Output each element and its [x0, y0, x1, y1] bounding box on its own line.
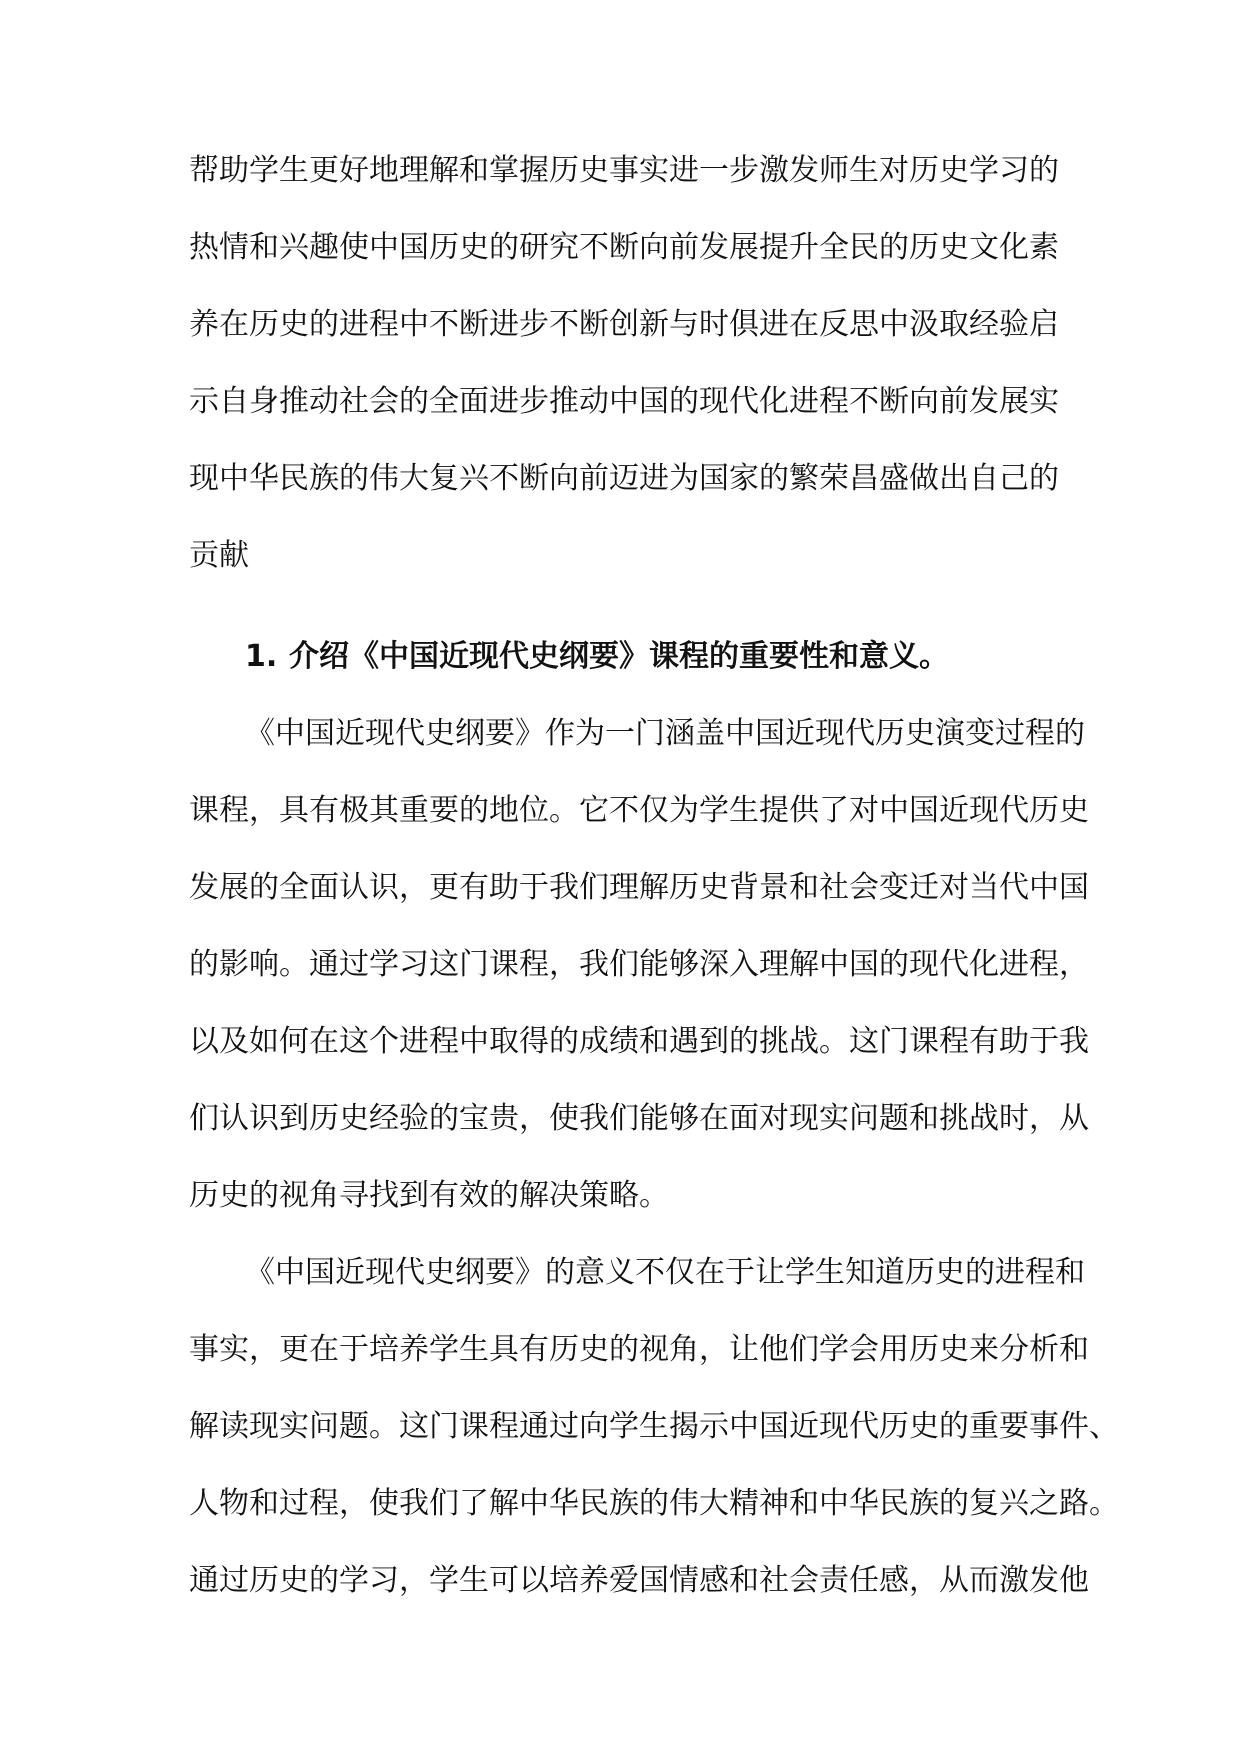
paragraph-line: 人物和过程，使我们了解中华民族的伟大精神和中华民族的复兴之路。	[189, 1486, 1119, 1521]
intro-line: 现中华民族的伟大复兴不断向前迈进为国家的繁荣昌盛做出自己的	[189, 461, 1059, 496]
paragraph-line: 通过历史的学习，学生可以培养爱国情感和社会责任感，从而激发他	[189, 1563, 1089, 1598]
paragraph-line: 的影响。通过学习这门课程，我们能够深入理解中国的现代化进程，	[189, 947, 1089, 982]
paragraph-line: 课程，具有极其重要的地位。它不仅为学生提供了对中国近现代历史	[189, 793, 1089, 828]
section-number: 1.	[245, 639, 278, 674]
paragraph-line: 发展的全面认识，更有助于我们理解历史背景和社会变迁对当代中国	[189, 870, 1089, 905]
paragraph-line: 历史的视角寻找到有效的解决策略。	[189, 1178, 669, 1213]
paragraph-line: 以及如何在这个进程中取得的成绩和遇到的挑战。这门课程有助于我	[189, 1024, 1089, 1059]
intro-line: 帮助学生更好地理解和掌握历史事实进一步激发师生对历史学习的	[189, 153, 1059, 188]
section-title: 介绍《中国近现代史纲要》课程的重要性和意义。	[289, 639, 949, 674]
paragraph-line: 们认识到历史经验的宝贵，使我们能够在面对现实问题和挑战时，从	[189, 1101, 1089, 1136]
paragraph-line: 《中国近现代史纲要》作为一门涵盖中国近现代历史演变过程的	[245, 716, 1085, 751]
intro-line: 热情和兴趣使中国历史的研究不断向前发展提升全民的历史文化素	[189, 230, 1059, 265]
paragraph-line: 解读现实问题。这门课程通过向学生揭示中国近现代历史的重要事件、	[189, 1409, 1119, 1444]
paragraph-line: 事实，更在于培养学生具有历史的视角，让他们学会用历史来分析和	[189, 1332, 1089, 1367]
intro-line: 贡献	[189, 538, 249, 573]
paragraph-line: 《中国近现代史纲要》的意义不仅在于让学生知道历史的进程和	[245, 1255, 1085, 1290]
intro-line: 养在历史的进程中不断进步不断创新与时俱进在反思中汲取经验启	[189, 307, 1059, 342]
section-heading	[245, 626, 1065, 688]
intro-line: 示自身推动社会的全面进步推动中国的现代化进程不断向前发展实	[189, 384, 1059, 419]
